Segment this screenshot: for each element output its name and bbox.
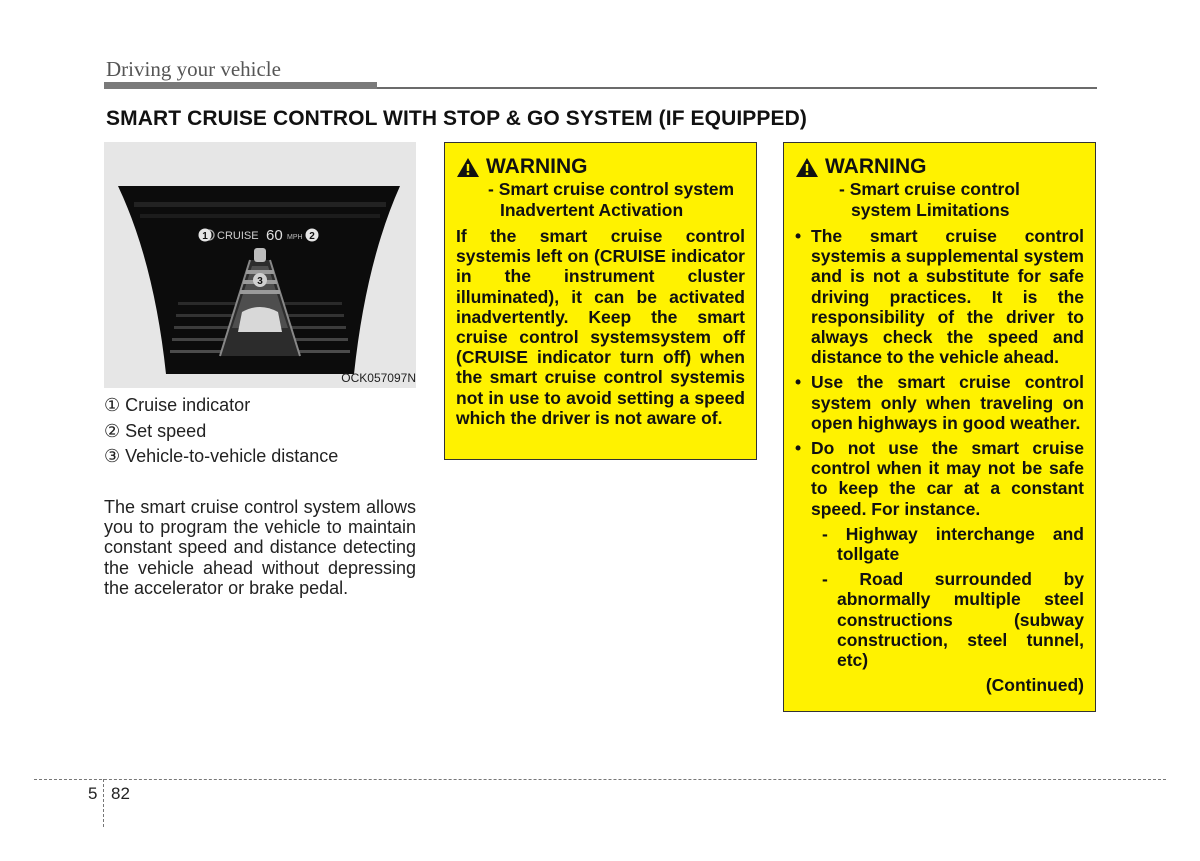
figure-code: OCK057097N (341, 371, 416, 385)
warning-triangle-icon (795, 157, 819, 178)
warning-body: If the smart cruise control systemis left on (CRUISE indicator in the instrument cluster illuminated), it can be activated inadvertently. Keep the smart cruise control systemsystem off (CRUISE indicator turn off) when the smart cruise control systemis not in use to avoid setting a speed which the driver is not aware of. (456, 226, 745, 428)
header-rule (377, 87, 1097, 89)
sub-list-item: - Road surrounded by abnormally multiple steel constructions (subway construction, steel tunnel, etc) (822, 569, 1084, 671)
vehicle-ahead-icon (254, 248, 266, 262)
warning-subtitle: - Smart cruise control system Inadvertent Activation (488, 179, 735, 220)
svg-text:3: 3 (257, 276, 263, 287)
legend-item: ③ Vehicle-to-vehicle distance (104, 446, 339, 466)
warning-subtitle: - Smart cruise control system Limitations (839, 179, 1020, 220)
warning-heading-text: WARNING (486, 155, 588, 178)
list-item: • The smart cruise control systemis a supplemental system and is not a substitute for safe driving practices. It is the responsibility of the driver to always check the speed and distance to the vehicle ahead. (795, 226, 1084, 368)
footer-rule (34, 779, 1166, 780)
sub-list-item: - Highway interchange and tollgate (822, 523, 1084, 565)
chapter-number: 5 (88, 784, 98, 803)
warning-heading (795, 155, 1084, 179)
cluster-speed: 60 (266, 227, 283, 244)
body-paragraph: The smart cruise control system allows you to program the vehicle to maintain constant speed and distance detecting the vehicle ahead without depressing the accelerator or brake pedal. (104, 497, 416, 598)
list-item: • Use the smart cruise control system only when traveling on open highways in good weather. (795, 372, 1084, 433)
cluster-figure (104, 142, 416, 388)
cluster-illustration (104, 142, 416, 388)
list-item: • Do not use the smart cruise control when it may not be safe to keep the car at a constant speed. For instance. - Highway interchange and tollgate - Road surrounded by abnormally multiple steel constructions (subway construction, steel tunnel, etc) (795, 438, 1084, 671)
header-bar (104, 82, 377, 89)
warning-box-limitations (783, 142, 1096, 712)
svg-text:2: 2 (309, 231, 315, 242)
continued-label: (Continued) (985, 675, 1084, 696)
page-number: 82 (111, 784, 130, 803)
section-title: SMART CRUISE CONTROL WITH STOP & GO SYSTEM (IF EQUIPPED) (106, 107, 807, 130)
warning-triangle-icon (456, 157, 480, 178)
own-vehicle-icon (238, 307, 282, 332)
figure-legend (104, 393, 416, 470)
warning-heading-text: WARNING (825, 155, 927, 178)
warning-box-activation (444, 142, 757, 460)
footer-divider (103, 779, 104, 827)
svg-text:1: 1 (202, 231, 208, 242)
cluster-cruise-text: CRUISE (217, 230, 259, 242)
cluster-unit: MPH (287, 234, 303, 241)
warning-heading (456, 155, 745, 179)
warning-bullet-list (795, 226, 1084, 670)
legend-item: ① Cruise indicator (104, 395, 251, 415)
legend-item: ② Set speed (104, 420, 207, 441)
header-title: Driving your vehicle (106, 57, 281, 81)
